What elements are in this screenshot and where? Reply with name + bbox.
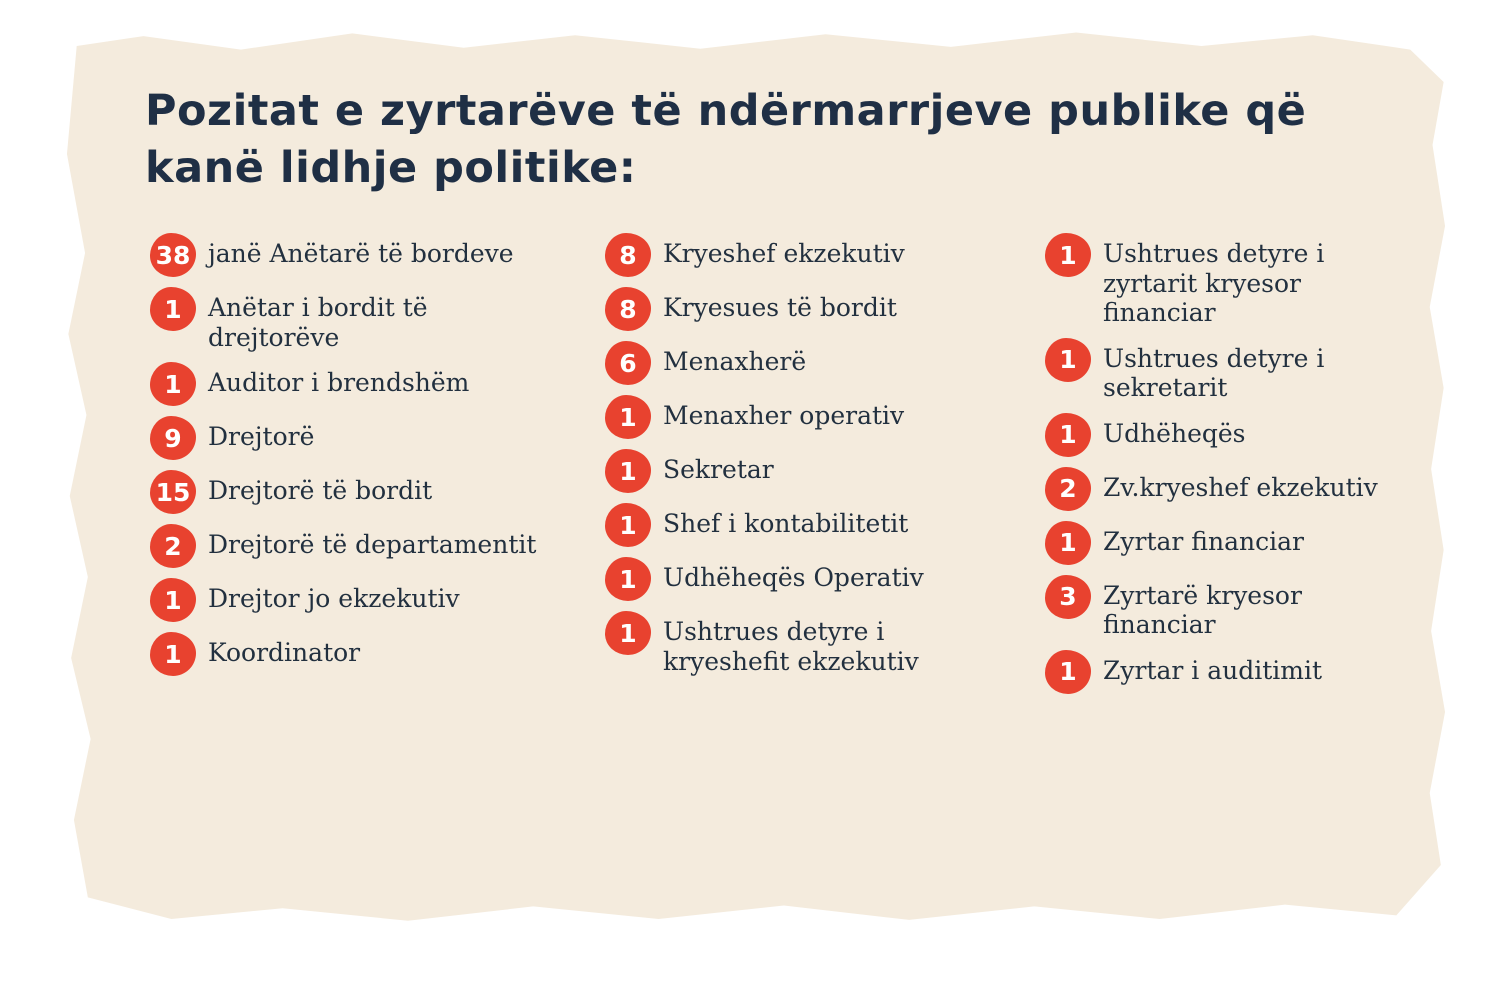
position-entry	[605, 233, 1025, 277]
position-entry	[1045, 338, 1445, 403]
count-badge: 1	[1045, 521, 1091, 565]
position-entry	[605, 557, 1025, 601]
count-badge: 1	[605, 611, 651, 655]
count-badge: 1	[150, 632, 196, 676]
position-entry	[150, 470, 570, 514]
position-label: Udhëheqës	[1103, 418, 1246, 448]
count-badge: 6	[605, 341, 651, 385]
position-entry	[1045, 467, 1445, 511]
position-label: Kryesues të bordit	[663, 293, 897, 322]
positions-column-1	[150, 233, 570, 686]
position-label: Shef i kontabilitetit	[663, 509, 909, 538]
position-entry	[1045, 575, 1445, 640]
count-badge: 9	[150, 416, 196, 460]
position-label: Sekretar	[663, 455, 774, 484]
position-label: Drejtor jo ekzekutiv	[208, 584, 460, 613]
position-label: Udhëheqës Operativ	[663, 563, 924, 592]
position-entry	[605, 611, 1025, 676]
position-label: Zv.kryeshef ekzekutiv	[1103, 472, 1378, 502]
count-badge: 2	[150, 524, 196, 568]
position-entry	[605, 287, 1025, 331]
position-entry	[150, 287, 570, 352]
position-entry	[150, 578, 570, 622]
position-entry	[150, 416, 570, 460]
positions-column-2	[605, 233, 1025, 686]
count-badge: 8	[605, 233, 651, 277]
count-badge: 1	[605, 395, 651, 439]
count-badge: 1	[150, 287, 196, 331]
count-badge: 1	[150, 578, 196, 622]
position-label: Ushtrues detyre i kryeshefit ekzekutiv	[663, 617, 919, 676]
position-entry	[605, 503, 1025, 547]
position-label: janë Anëtarë të bordeve	[208, 239, 514, 268]
position-label: Zyrtarë kryesor financiar	[1103, 580, 1302, 639]
count-badge: 38	[150, 233, 196, 277]
count-badge: 1	[150, 362, 196, 406]
position-entry	[1045, 650, 1445, 694]
position-label: Ushtrues detyre i sekretarit	[1103, 343, 1325, 402]
count-badge: 1	[605, 557, 651, 601]
position-label: Kryeshef ekzekutiv	[663, 239, 905, 268]
position-entry	[1045, 413, 1445, 457]
position-label: Drejtorë të bordit	[208, 476, 433, 505]
position-label: Drejtorë të departamentit	[208, 530, 537, 559]
position-entry	[150, 362, 570, 406]
position-label: Zyrtar i auditimit	[1103, 655, 1323, 685]
position-label: Anëtar i bordit të drejtorëve	[208, 293, 428, 352]
position-entry	[150, 233, 570, 277]
position-label: Auditor i brendshëm	[208, 368, 470, 397]
position-entry	[1045, 521, 1445, 565]
position-entry	[1045, 233, 1445, 328]
count-badge: 3	[1045, 575, 1091, 619]
position-label: Drejtorë	[208, 422, 315, 451]
count-badge: 1	[605, 503, 651, 547]
count-badge: 15	[150, 470, 196, 514]
position-label: Zyrtar financiar	[1103, 526, 1304, 556]
count-badge: 1	[605, 449, 651, 493]
position-label: Koordinator	[208, 638, 361, 667]
infographic-content	[60, 28, 1452, 928]
page-title: Pozitat e zyrtarëve të ndërmarrjeve publike që kanë lidhje politike:	[145, 86, 1307, 193]
count-badge: 8	[605, 287, 651, 331]
position-entry	[150, 632, 570, 676]
count-badge: 1	[1045, 413, 1091, 457]
position-label: Menaxher operativ	[663, 401, 905, 430]
position-entry	[605, 341, 1025, 385]
position-entry	[605, 449, 1025, 493]
count-badge: 2	[1045, 467, 1091, 511]
position-entry	[605, 395, 1025, 439]
count-badge: 1	[1045, 650, 1091, 694]
count-badge: 1	[1045, 233, 1091, 277]
position-entry	[150, 524, 570, 568]
count-badge: 1	[1045, 338, 1091, 382]
position-label: Ushtrues detyre i zyrtarit kryesor financiar	[1103, 239, 1325, 327]
position-label: Menaxherë	[663, 347, 807, 376]
positions-column-3	[1045, 233, 1445, 704]
